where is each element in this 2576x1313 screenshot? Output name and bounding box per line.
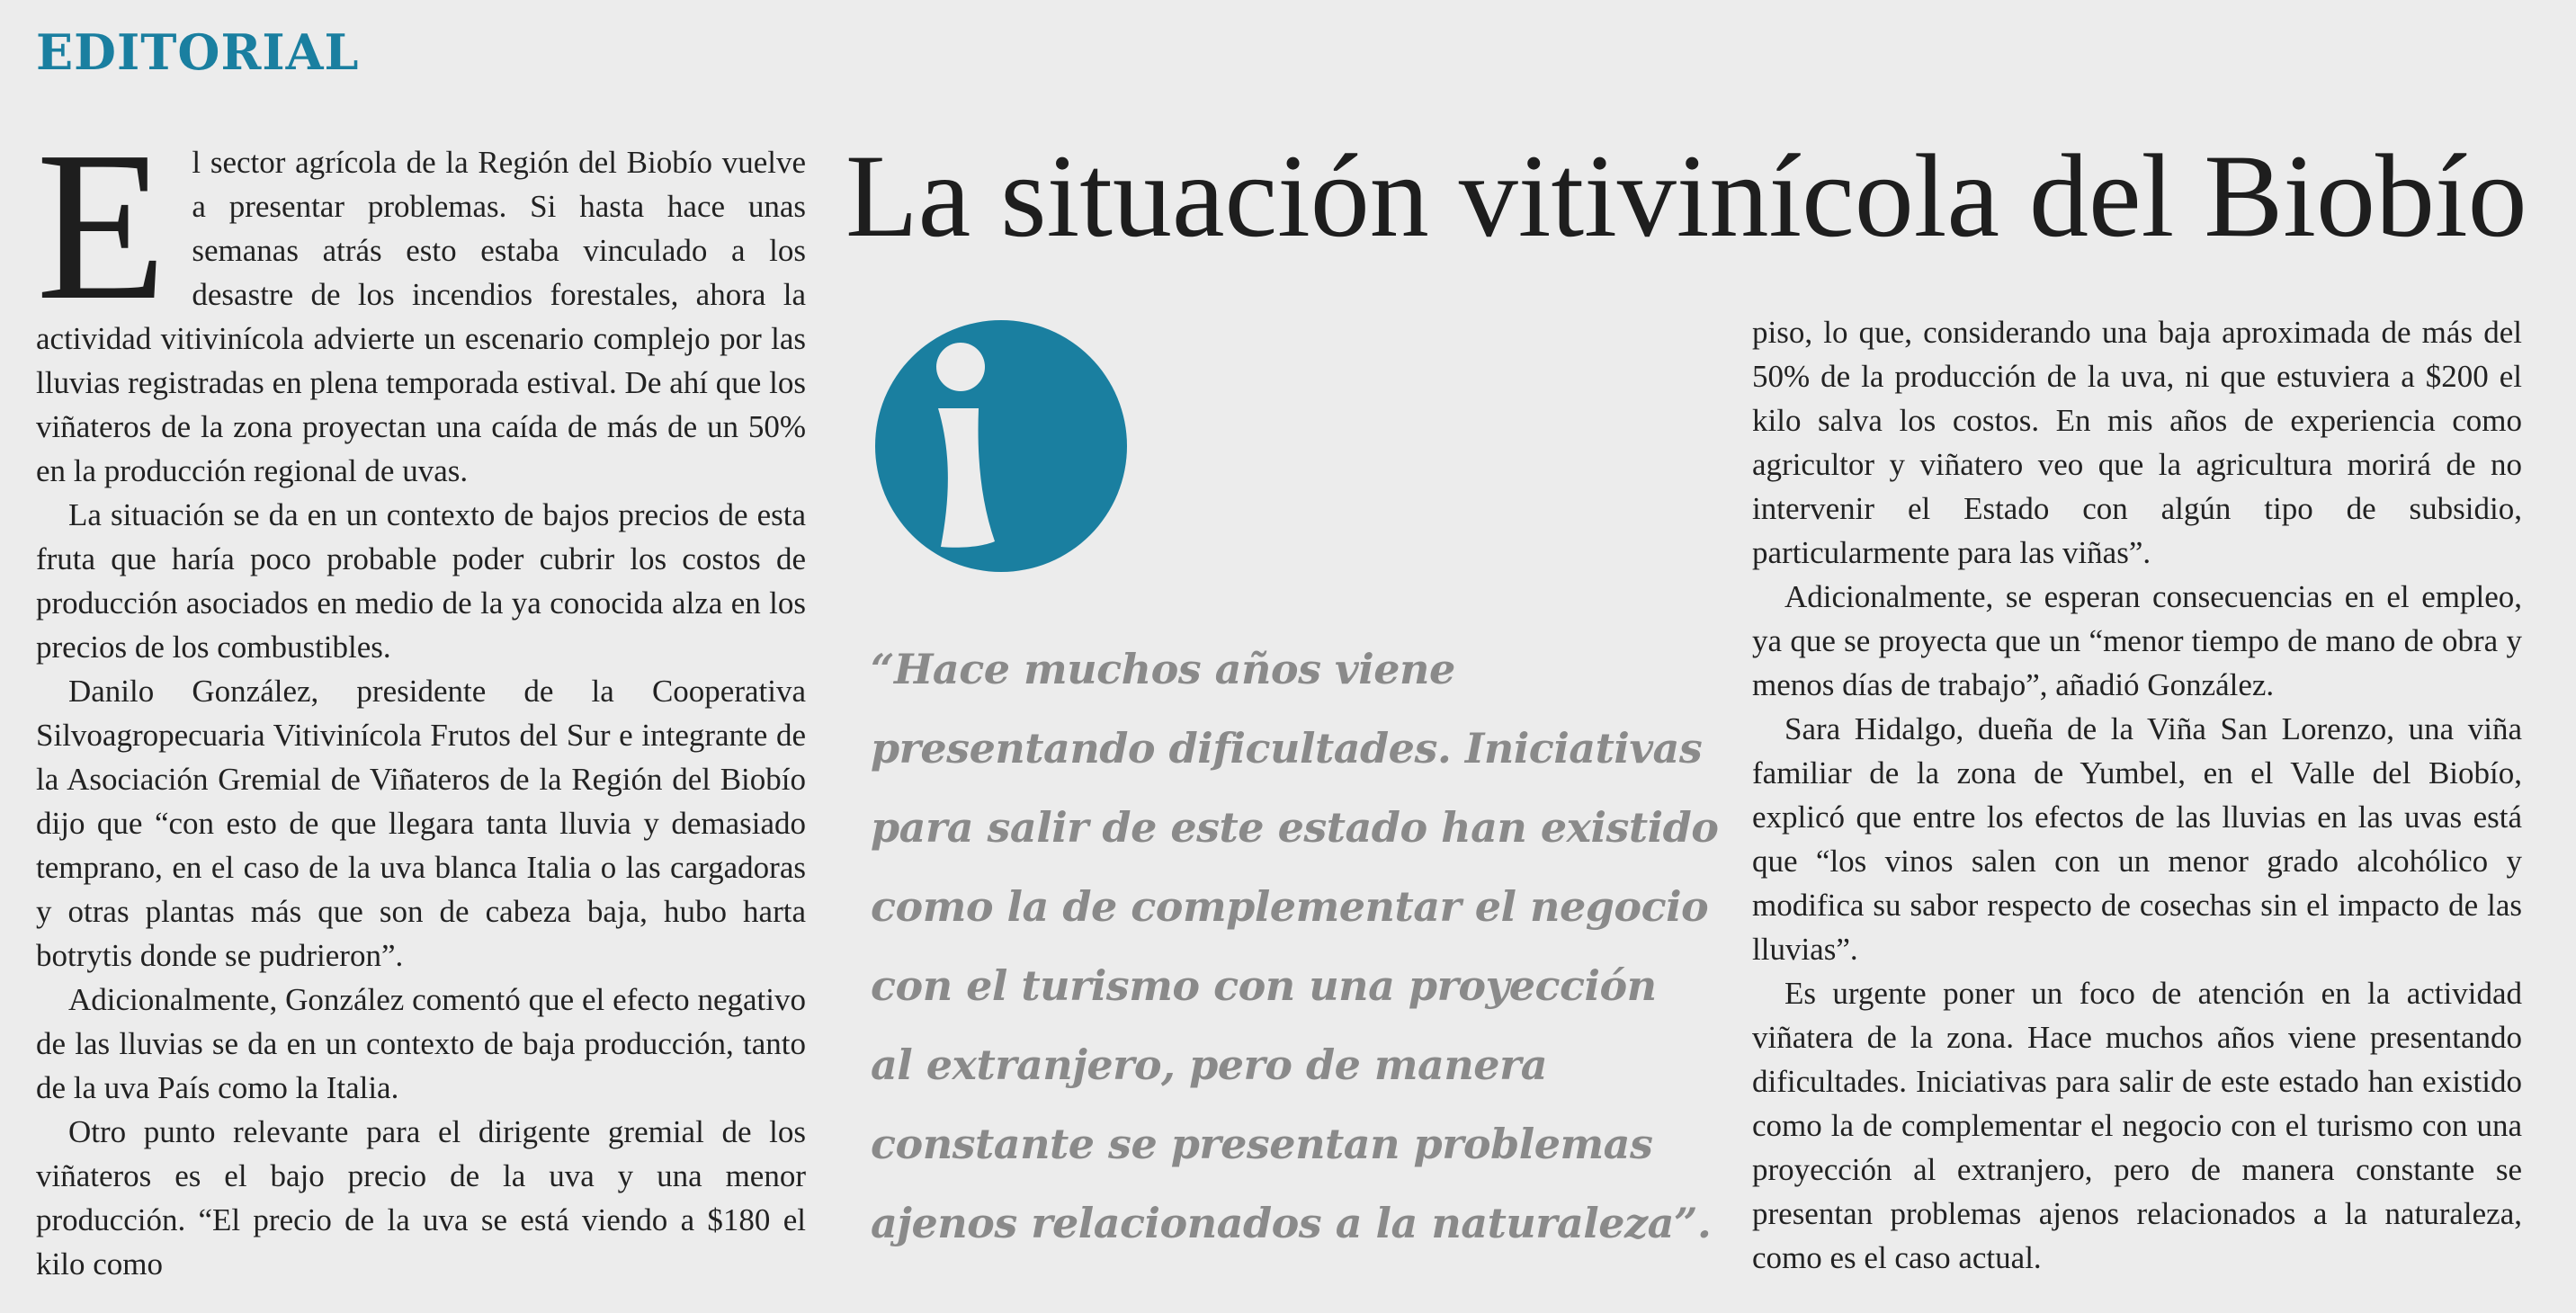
headline: La situación vitivinícola del Biobío bbox=[845, 130, 2527, 262]
pull-quote-line: como la de complementar el negocio bbox=[871, 882, 1709, 931]
drop-cap: E bbox=[36, 108, 167, 344]
pull-quote-line: ajenos relacionados a la naturaleza”. bbox=[871, 1199, 1712, 1247]
paragraph: Otro punto relevante para el dirigente gremial de los viñateros es el bajo precio de la uva y una menor producción. “El precio de la uva se está viendo a $180 el kilo como bbox=[36, 1114, 806, 1282]
pull-quote-line: constante se presentan problemas bbox=[871, 1120, 1653, 1168]
section-label: EDITORIAL bbox=[36, 23, 360, 81]
info-icon bbox=[871, 320, 1131, 572]
pull-quote-line: al extranjero, pero de manera bbox=[871, 1041, 1548, 1089]
paragraph: Es urgente poner un foco de atención en la actividad viñatera de la zona. Hace muchos años viene presentando dificultades. Iniciativas para salir de este estado han existido como la de complementar el negocio con el turismo con una proyección al extranjero, pero de manera constante se presentan problemas ajenos relacionados a la naturaleza, como es el caso actual. bbox=[1752, 976, 2522, 1275]
pull-quote-line: con el turismo con una proyección bbox=[871, 961, 1657, 1010]
paragraph: Adicionalmente, González comentó que el efecto negativo de las lluvias se da en un contexto de baja producción, tanto de la uva País como la Italia. bbox=[36, 982, 806, 1105]
paragraph-text: l sector agrícola de la Región del Biobío vuelve a presentar problemas. Si hasta hace unas semanas atrás esto estaba vinculado a los desastre de los incendios forestales, ahora la actividad vitivinícola advierte un escenario complejo por las lluvias registradas en plena temporada estival. De ahí que los viñateros de la zona proyectan una caída de más de un 50% en la producción regional de uvas. bbox=[36, 145, 806, 488]
paragraph: Sara Hidalgo, dueña de la Viña San Lorenzo, una viña familiar de la zona de Yumbel, en el Valle del Biobío, explicó que entre los efectos de las lluvias en las uvas está que “los vinos salen con un menor grado alcohólico y modifica su sabor respecto de cosechas sin el impacto de las lluvias”. bbox=[1752, 711, 2522, 967]
paragraph: piso, lo que, considerando una baja aproximada de más del 50% de la producción de la uva, ni que estuviera a $200 el kilo salva los costos. En mis años de experiencia como agricultor y viñatero veo que la agricultura morirá de no intervenir el Estado con algún tipo de subsidio, particularmente para las viñas”. bbox=[1752, 315, 2522, 570]
pull-quote-line: para salir de este estado han existido bbox=[871, 803, 1719, 852]
pull-quote-line: presentando dificultades. Iniciativas bbox=[871, 724, 1703, 773]
paragraph: La situación se da en un contexto de bajos precios de esta fruta que haría poco probable poder cubrir los costos de producción asociados en medio de la ya conocida alza en los precios de los combustibles. bbox=[36, 497, 806, 665]
paragraph: Danilo González, presidente de la Cooperativa Silvoagropecuaria Vitivinícola Frutos del Sur e integrante de la Asociación Gremial de Viñateros de la Región del Biobío dijo que “con esto de que llegara tanta lluvia y demasiado temprano, en el caso de la uva blanca Italia o las cargadoras y otras plantas más que son de cabeza baja, hubo harta botrytis donde se pudrieron”. bbox=[36, 674, 806, 973]
article-column-right bbox=[1752, 310, 2522, 1280]
pull-quote-line: “Hace muchos años viene bbox=[871, 645, 1455, 693]
pull-quote bbox=[871, 630, 1719, 1263]
paragraph: Adicionalmente, se esperan consecuencias en el empleo, ya que se proyecta que un “menor tiempo de mano de obra y menos días de trabajo”, añadió González. bbox=[1752, 579, 2522, 702]
article-column-left bbox=[36, 108, 806, 1286]
lead-paragraph bbox=[36, 108, 806, 493]
